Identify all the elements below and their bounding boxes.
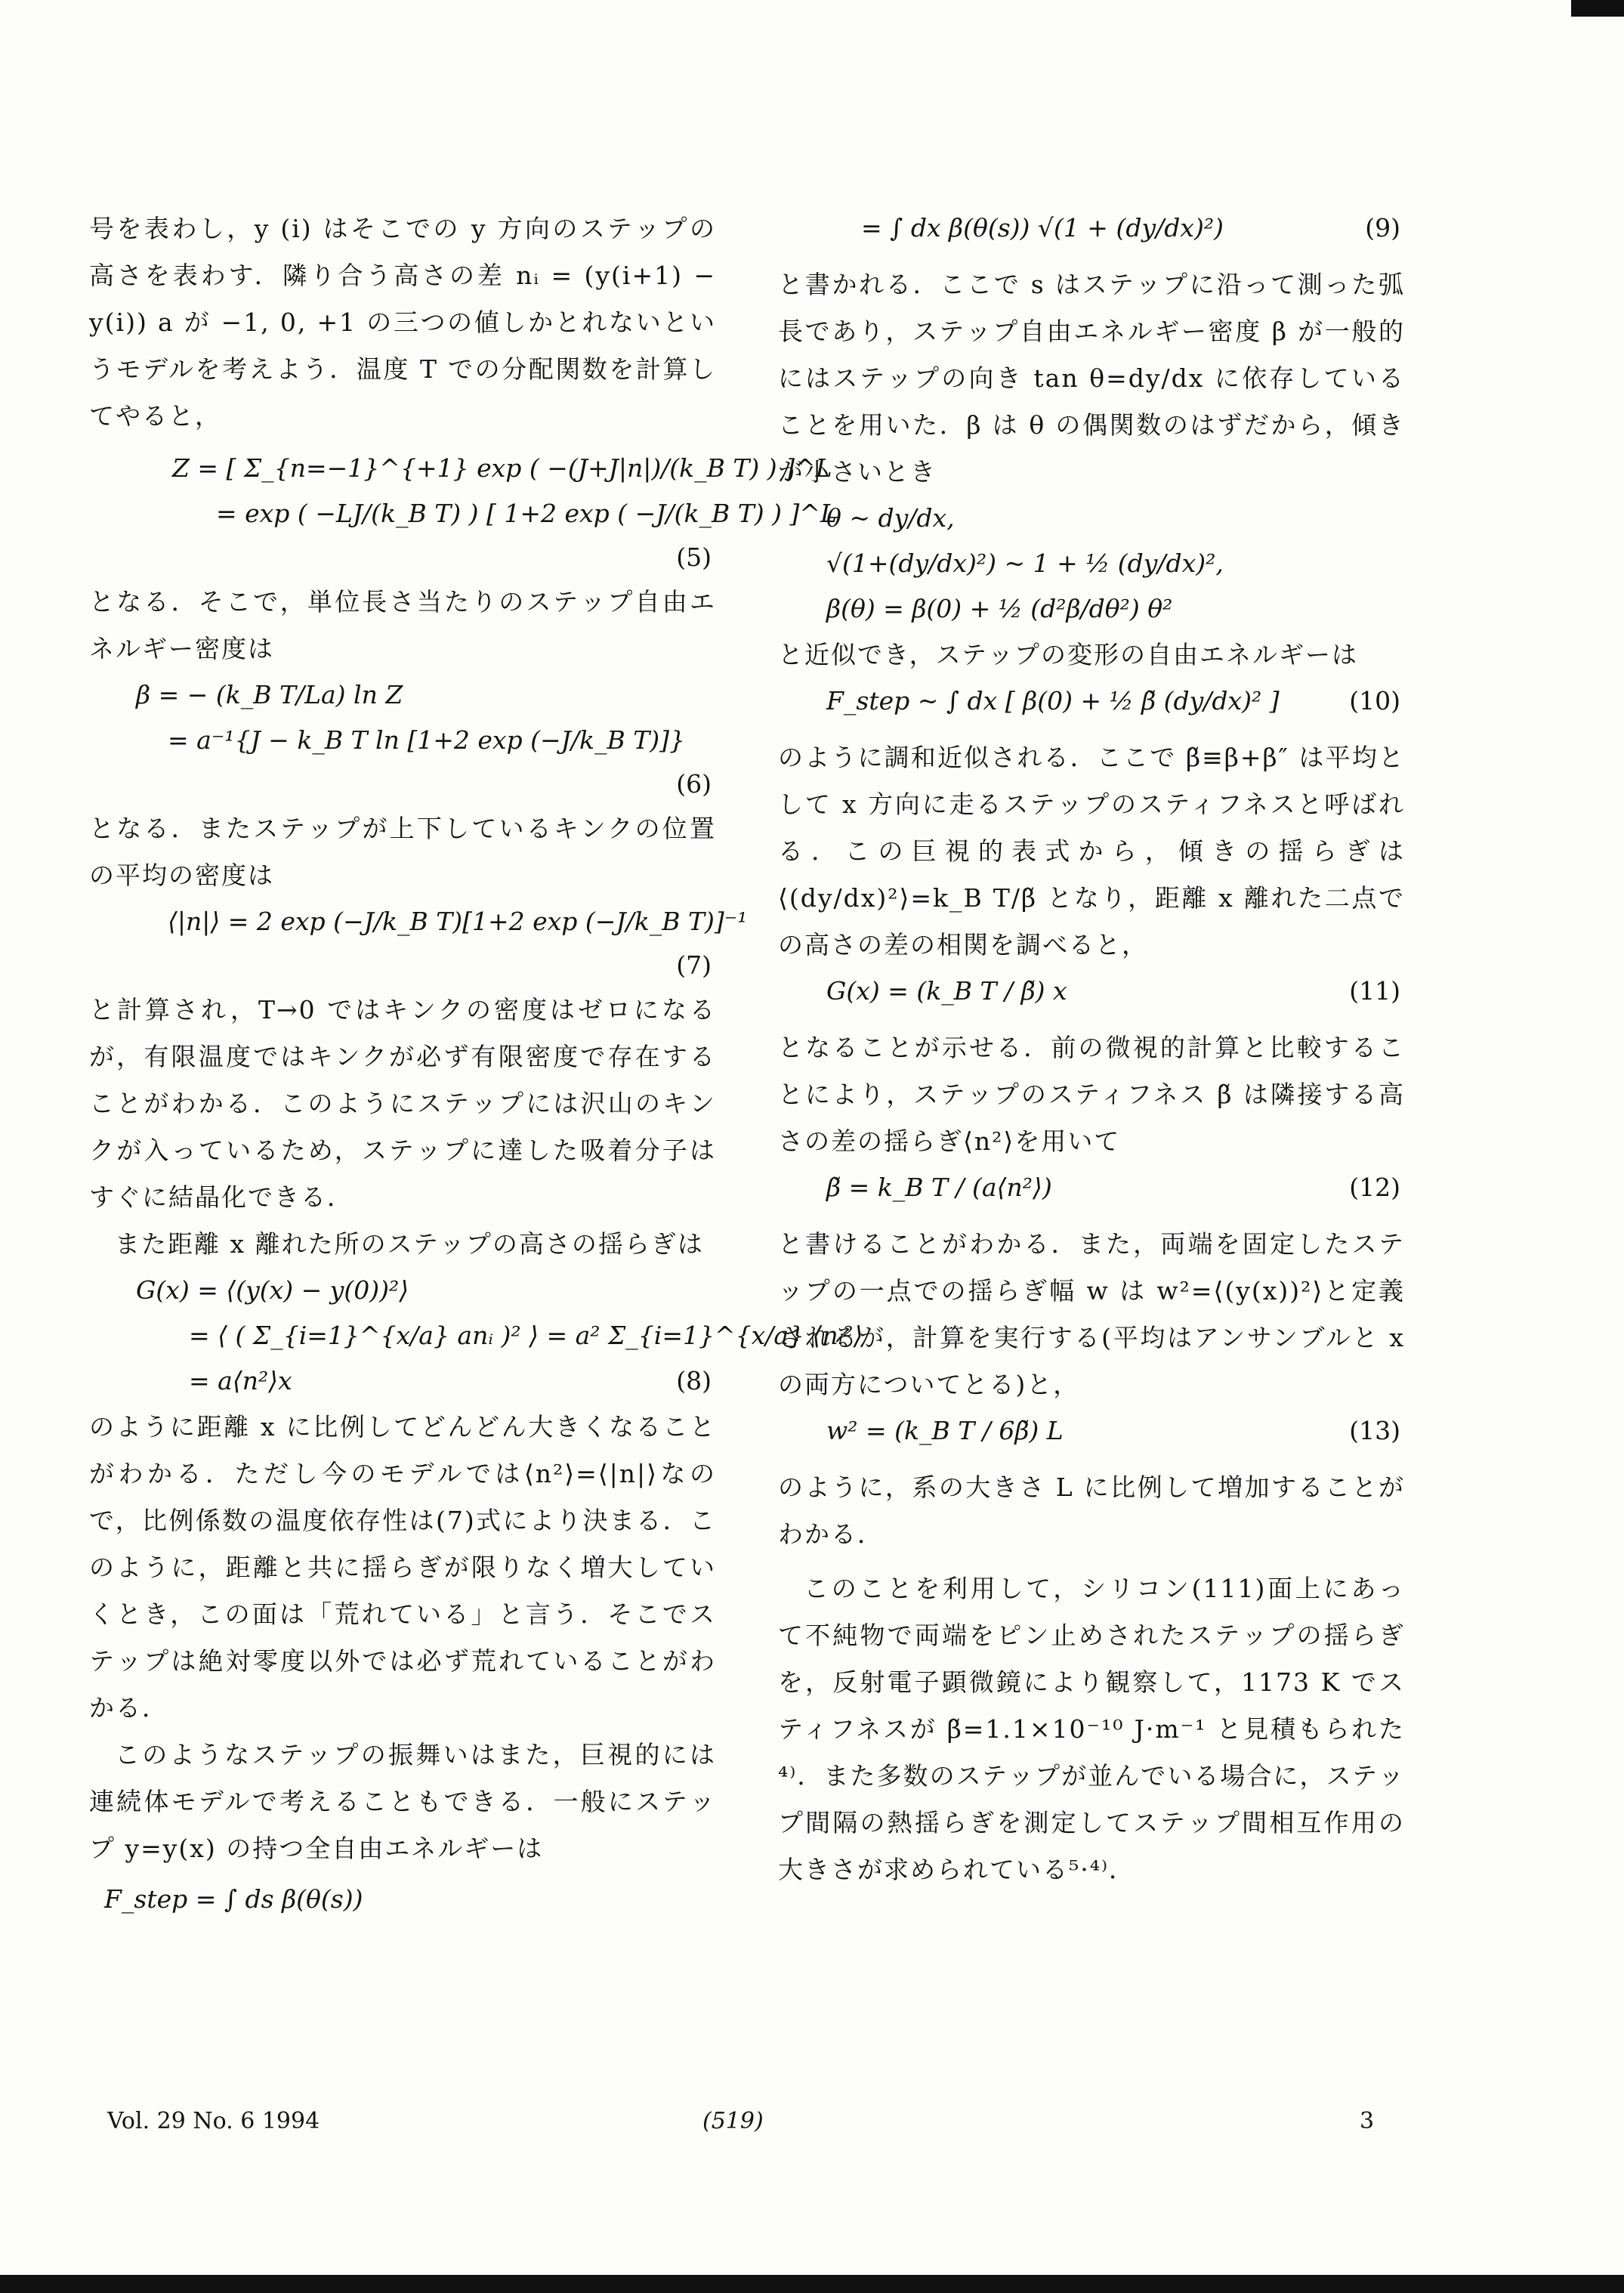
equation-line: = a⁻¹{J − k_B T ln [1+2 exp (−J/k_B T)]}	[168, 725, 685, 755]
paragraph: となることが示せる．前の微視的計算と比較することにより，ステップのスティフネス β̃ は隣接する高さの差の揺らぎ⟨n²⟩を用いて	[778, 1033, 1405, 1156]
equation-line: ⟨|n|⟩ = 2 exp (−J/k_B T)[1+2 exp (−J/k_B T)]⁻¹	[168, 907, 748, 936]
scan-border-corner	[1571, 0, 1624, 17]
paragraph: また距離 x 離れた所のステップの高さの揺らぎは	[115, 1229, 704, 1259]
equation-line: √(1+(dy/dx)²) ~ 1 + ½ (dy/dx)²,	[826, 549, 1224, 578]
equation-number: (13)	[1349, 1416, 1400, 1445]
equation-line: = exp ( −LJ/(k_B T) ) [ 1+2 exp ( −J/(k_B T) ) ]^L	[216, 499, 837, 528]
equation-9	[861, 206, 1405, 261]
equation-line: = ∫ dx β(θ(s)) √(1 + (dy/dx)²)	[861, 213, 1224, 243]
paragraph: このことを利用して，シリコン(111)面上にあって不純物で両端をピン止めされたステップの揺らぎを，反射電子顕微鏡により観察して，1173 K でスティフネスが β̃=1.1×10⁻¹⁰ J·m⁻¹ と見積もられた⁴⁾．また多数のステップが並んでいる場合に，ステップ間隔の熱揺らぎを測定してステップ間相互作用の大きさが求められている⁵·⁴⁾．	[778, 1574, 1405, 1884]
equation-5	[172, 446, 832, 491]
paragraph: このようなステップの振舞いはまた，巨視的には連続体モデルで考えることもできる．一般にステップ y=y(x) の持つ全自由エネルギーは	[89, 1740, 716, 1863]
volume-page-number: (519)	[702, 2108, 764, 2134]
equation-line: β = − (k_B T/La) ln Z	[136, 680, 403, 709]
equation-number: (5)	[676, 542, 712, 572]
equation-13	[826, 1408, 1405, 1464]
equation-12	[826, 1165, 1405, 1221]
equation-number: (10)	[1349, 686, 1400, 715]
page-number: 3	[1360, 2108, 1375, 2134]
equation-line: θ ~ dy/dx,	[826, 503, 955, 533]
equation-number: (7)	[676, 950, 712, 980]
approximation-2	[826, 541, 1405, 586]
equation-line: G(x) = (k_B T / β̃) x	[826, 976, 1067, 1006]
equation-line: β(θ) = β(0) + ½ (d²β/dθ²) θ²	[826, 594, 1173, 623]
equation-free-energy	[104, 1877, 716, 1922]
paragraph: のように距離 x に比例してどんどん大きくなることがわかる．ただし今のモデルでは⟨n²⟩=⟨|n|⟩なので，比例係数の温度依存性は(7)式により決まる．このように，距離と共に揺らぎが限りなく増大していくとき，この面は「荒れている」と言う．そこでステップは絶対零度以外では必ず荒れていることがわかる．	[89, 1412, 716, 1723]
equation-number: (8)	[676, 1366, 712, 1395]
equation-5-cont	[216, 491, 837, 536]
equation-number: (12)	[1349, 1173, 1400, 1202]
equation-8-end	[189, 1358, 716, 1404]
equation-6	[136, 672, 716, 718]
equation-line: Z = [ Σ_{n=−1}^{+1} exp ( −(J+J|n|)/(k_B T) ) ]^L	[172, 453, 832, 483]
equation-8-cont	[189, 1313, 863, 1358]
paragraph: と近似でき，ステップの変形の自由エネルギーは	[778, 640, 1359, 669]
paragraph: のように調和近似される．ここで β̃≡β+β″ は平均として x 方向に走るステップのスティフネスと呼ばれる．この巨視的表式から，傾きの揺らぎは ⟨(dy/dx)²⟩=k_B T/β̃ となり，距離 x 離れた二点での高さの差の相関を調べると，	[778, 743, 1405, 960]
equation-line: = a⟨n²⟩x	[189, 1366, 292, 1395]
equation-line: β̃ = k_B T / (a⟨n²⟩)	[826, 1173, 1052, 1202]
approximation-3	[826, 586, 1405, 632]
equation-line: G(x) = ⟨(y(x) − y(0))²⟩	[136, 1275, 409, 1305]
left-column	[89, 206, 863, 1922]
equation-number: (6)	[676, 769, 712, 799]
paragraph: となる．またステップが上下しているキンクの位置の平均の密度は	[89, 814, 716, 890]
equation-line: w² = (k_B T / 6β̃) L	[826, 1416, 1064, 1445]
equation-7	[168, 899, 748, 944]
paragraph: のように，系の大きさ L に比例して増加することがわかる．	[778, 1473, 1405, 1549]
equation-number: (11)	[1349, 976, 1400, 1006]
equation-8	[136, 1268, 716, 1313]
paragraph: と計算され，T→0 ではキンクの密度はゼロになるが，有限温度ではキンクが必ず有限密度で存在することがわかる．このようにステップには沢山のキンクが入っているため，ステップに達した吸着分子はすぐに結晶化できる．	[89, 995, 716, 1212]
scan-border-bottom	[0, 2275, 1624, 2293]
paragraph: と書けることがわかる．また，両端を固定したステップの一点での揺らぎ幅 w は w²=⟨(y(x))²⟩と定義されるが，計算を実行する(平均はアンサンブルと x の両方についてとる)と，	[778, 1229, 1405, 1399]
paragraph: 号を表わし，y (i) はそこでの y 方向のステップの高さを表わす．隣り合う高さの差 nᵢ = (y(i+1) − y(i)) a が −1, 0, +1 の三つの値しかとれないというモデルを考えよう．温度 T での分配関数を計算してやると，	[89, 214, 716, 431]
approximation-1	[826, 496, 1405, 541]
paragraph: と書かれる．ここで s はステップに沿って測った弧長であり，ステップ自由エネルギー密度 β が一般的にはステップの向き tan θ=dy/dx に依存していることを用いた．β は θ の偶関数のはずだから，傾きが小さいとき	[778, 270, 1405, 487]
equation-line: F_step = ∫ ds β(θ(s))	[104, 1884, 363, 1914]
journal-volume: Vol. 29 No. 6 1994	[107, 2108, 320, 2134]
paragraph: となる．そこで，単位長さ当たりのステップ自由エネルギー密度は	[89, 587, 716, 663]
equation-10	[826, 678, 1405, 734]
equation-6-cont	[168, 718, 716, 763]
right-column	[778, 206, 1405, 1893]
equation-number: (9)	[1365, 213, 1400, 243]
equation-11	[826, 969, 1405, 1024]
equation-line: = ⟨ ( Σ_{i=1}^{x/a} anᵢ )² ⟩ = a² Σ_{i=1}^{x/a} ⟨nᵢ²⟩	[189, 1321, 863, 1350]
equation-line: F_step ~ ∫ dx [ β(0) + ½ β̃ (dy/dx)² ]	[826, 686, 1280, 715]
